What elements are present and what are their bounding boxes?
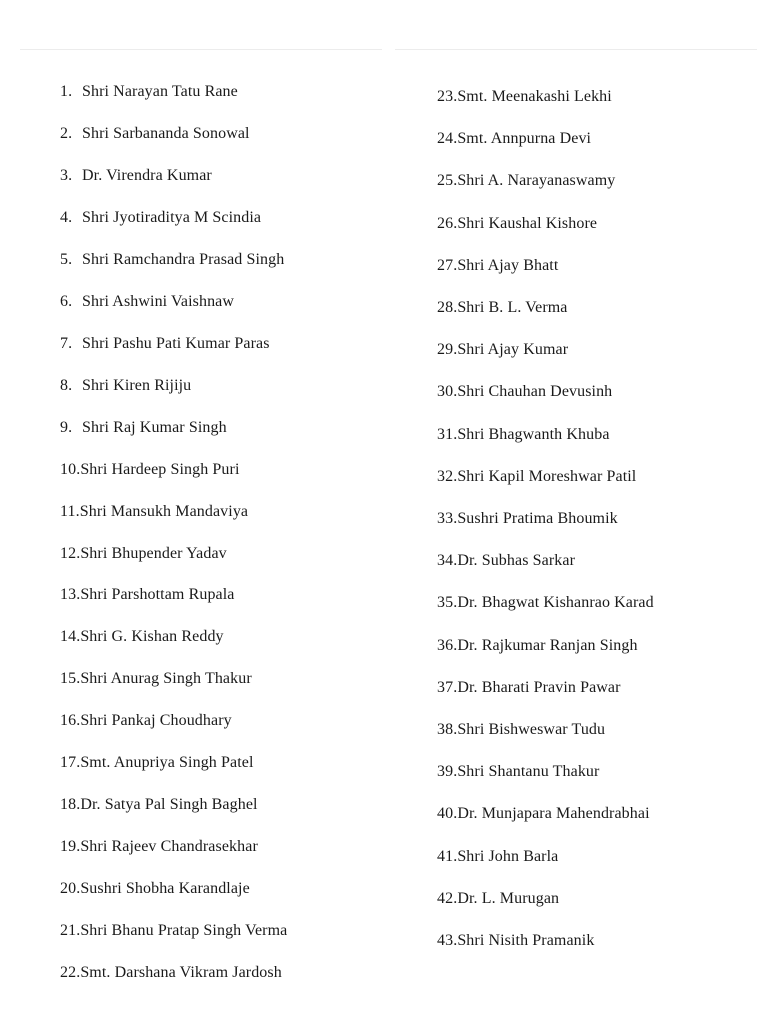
list-item: [437, 762, 599, 782]
list-item-number: 31.: [437, 425, 458, 443]
list-item: [60, 418, 227, 438]
list-item-name: Smt. Anupriya Singh Patel: [80, 754, 254, 772]
list-item: [60, 879, 250, 899]
list-item-number: 36.: [437, 636, 458, 654]
list-item-name: Smt. Meenakashi Lekhi: [457, 88, 612, 105]
list-item-name: Shri Rajeev Chandrasekhar: [80, 838, 258, 856]
list-item-name: Shri B. L. Verma: [457, 299, 568, 316]
list-item-name: Shri Bhagwanth Khuba: [457, 425, 610, 443]
list-item: [437, 87, 612, 107]
list-item-name: Shri Pankaj Choudhary: [80, 712, 232, 730]
list-item: [60, 837, 258, 857]
list-item-name: Sushri Shobha Karandlaje: [80, 880, 250, 898]
list-item-name: Shri Kapil Moreshwar Patil: [457, 467, 637, 485]
list-item-number: 3.: [60, 166, 73, 184]
list-item-number: 2.: [60, 125, 73, 142]
list-item: [437, 256, 558, 276]
list-item: [437, 720, 605, 740]
list-item-number: 19.: [60, 838, 81, 856]
list-item-number: 6.: [60, 292, 73, 310]
list-item-name: Dr. Bharati Pravin Pawar: [457, 678, 621, 696]
list-item: [437, 804, 650, 824]
list-item: [60, 460, 240, 480]
list-item-number: 24.: [437, 130, 458, 148]
list-item-number: 7.: [60, 334, 73, 352]
list-item-name: Smt. Annpurna Devi: [457, 130, 592, 148]
list-item-name: Shri John Barla: [457, 847, 559, 865]
list-item: [60, 544, 227, 564]
list-item-name: Shri Ajay Bhatt: [457, 256, 559, 274]
list-item: [60, 627, 224, 647]
list-item: [437, 678, 621, 698]
list-item-name: Dr. Munjapara Mahendrabhai: [457, 805, 650, 823]
list-item-name: Dr. Bhagwat Kishanrao Karad: [457, 594, 654, 612]
list-item: [437, 889, 559, 909]
list-item-number: 41.: [437, 847, 458, 865]
list-item-number: 38.: [437, 721, 458, 738]
list-item-name: Shri Shantanu Thakur: [457, 763, 600, 781]
list-item-name: Shri Sarbananda Sonowal: [82, 125, 250, 142]
list-item-name: Shri Anurag Singh Thakur: [80, 670, 252, 688]
list-item: [60, 502, 248, 522]
list-item-name: Shri Bhupender Yadav: [80, 544, 227, 562]
list-item-number: 5.: [60, 250, 73, 268]
list-item-number: 16.: [60, 712, 81, 730]
list-item: [437, 382, 612, 402]
list-item-number: 27.: [437, 256, 458, 274]
list-item: [437, 847, 558, 867]
list-item: [437, 509, 618, 529]
list-item-number: 33.: [437, 510, 458, 527]
list-item-name: Shri Mansukh Mandaviya: [79, 502, 249, 520]
list-item: [60, 292, 234, 312]
list-item: [60, 376, 191, 396]
list-item-name: Shri Ashwini Vaishnaw: [82, 292, 235, 310]
list-item-name: Shri Parshottam Rupala: [80, 586, 235, 604]
list-item-name: Dr. Rajkumar Ranjan Singh: [457, 636, 638, 654]
list-item-name: Dr. L. Murugan: [457, 889, 560, 907]
list-item: [60, 753, 253, 773]
list-item: [60, 334, 270, 354]
list-item: [60, 124, 250, 144]
list-item-number: 28.: [437, 299, 458, 316]
list-item: [60, 963, 282, 983]
top-divider-right: [395, 49, 757, 50]
list-item-number: 20.: [60, 880, 81, 898]
list-item-name: Shri Pashu Pati Kumar Paras: [82, 334, 270, 352]
list-item-name: Shri Nisith Pramanik: [457, 932, 595, 949]
list-item-number: 10.: [60, 460, 81, 478]
list-item: [437, 931, 594, 951]
list-item-name: Shri Jyotiraditya M Scindia: [82, 208, 262, 226]
list-item: [437, 636, 638, 656]
list-item-name: Shri G. Kishan Reddy: [80, 628, 224, 646]
list-item: [60, 669, 252, 689]
list-item-number: 32.: [437, 467, 458, 485]
list-item-name: Dr. Virendra Kumar: [82, 166, 212, 184]
list-item: [60, 585, 235, 605]
list-item-name: Dr. Subhas Sarkar: [457, 552, 575, 570]
list-item-number: 37.: [437, 678, 458, 696]
list-item-number: 29.: [437, 341, 458, 359]
list-item-number: 14.: [60, 628, 81, 646]
list-item: [60, 795, 258, 815]
list-item-number: 35.: [437, 594, 458, 612]
list-item-number: 40.: [437, 805, 458, 823]
list-item-name: Shri Kiren Rijiju: [82, 376, 192, 394]
list-item-name: Shri A. Narayanaswamy: [457, 172, 616, 190]
list-item-number: 21.: [60, 922, 81, 939]
list-item-number: 17.: [60, 754, 81, 772]
list-item-name: Shri Chauhan Devusinh: [457, 383, 613, 401]
list-item-number: 25.: [437, 172, 458, 190]
list-item: [60, 921, 287, 941]
list-item-name: Smt. Darshana Vikram Jardosh: [80, 964, 282, 981]
list-item: [437, 467, 636, 487]
list-item-name: Shri Kaushal Kishore: [457, 214, 598, 232]
list-item-name: Shri Ramchandra Prasad Singh: [82, 250, 285, 268]
list-item-name: Shri Bhanu Pratap Singh Verma: [80, 922, 288, 939]
list-item: [437, 214, 597, 234]
list-item-number: 15.: [60, 670, 81, 688]
top-divider-left: [20, 49, 382, 50]
list-item-name: Shri Bishweswar Tudu: [457, 721, 606, 738]
list-item-name: Sushri Pratima Bhoumik: [457, 510, 618, 527]
list-item-name: Dr. Satya Pal Singh Baghel: [80, 796, 258, 814]
list-item: [437, 298, 568, 318]
list-item-number: 26.: [437, 214, 458, 232]
list-item-number: 23.: [437, 88, 458, 105]
list-item: [60, 208, 261, 228]
list-item-name: Shri Ajay Kumar: [457, 341, 569, 359]
list-item-number: 43.: [437, 932, 458, 949]
list-item-number: 34.: [437, 552, 458, 570]
list-item-number: 18.: [60, 796, 81, 814]
list-item-number: 4.: [60, 208, 73, 226]
list-item-name: Shri Narayan Tatu Rane: [82, 83, 238, 100]
list-item: [437, 171, 615, 191]
list-item: [437, 340, 568, 360]
list-item-name: Shri Hardeep Singh Puri: [80, 460, 240, 478]
list-item-number: 9.: [60, 418, 73, 436]
list-item: [437, 425, 610, 445]
list-item-number: 11.: [60, 502, 80, 520]
list-item: [60, 166, 212, 186]
list-item-number: 42.: [437, 889, 458, 907]
list-item-number: 22.: [60, 964, 81, 981]
list-item: [60, 711, 232, 731]
list-item: [60, 250, 284, 270]
list-item: [437, 551, 575, 571]
list-item-number: 12.: [60, 544, 81, 562]
list-item-number: 39.: [437, 763, 458, 781]
list-item-number: 8.: [60, 376, 73, 394]
list-item-number: 1.: [60, 83, 73, 100]
list-item-number: 30.: [437, 383, 458, 401]
list-item: [437, 129, 591, 149]
list-item: [60, 82, 238, 102]
list-item-name: Shri Raj Kumar Singh: [82, 418, 227, 436]
list-item-number: 13.: [60, 586, 81, 604]
list-item: [437, 593, 654, 613]
